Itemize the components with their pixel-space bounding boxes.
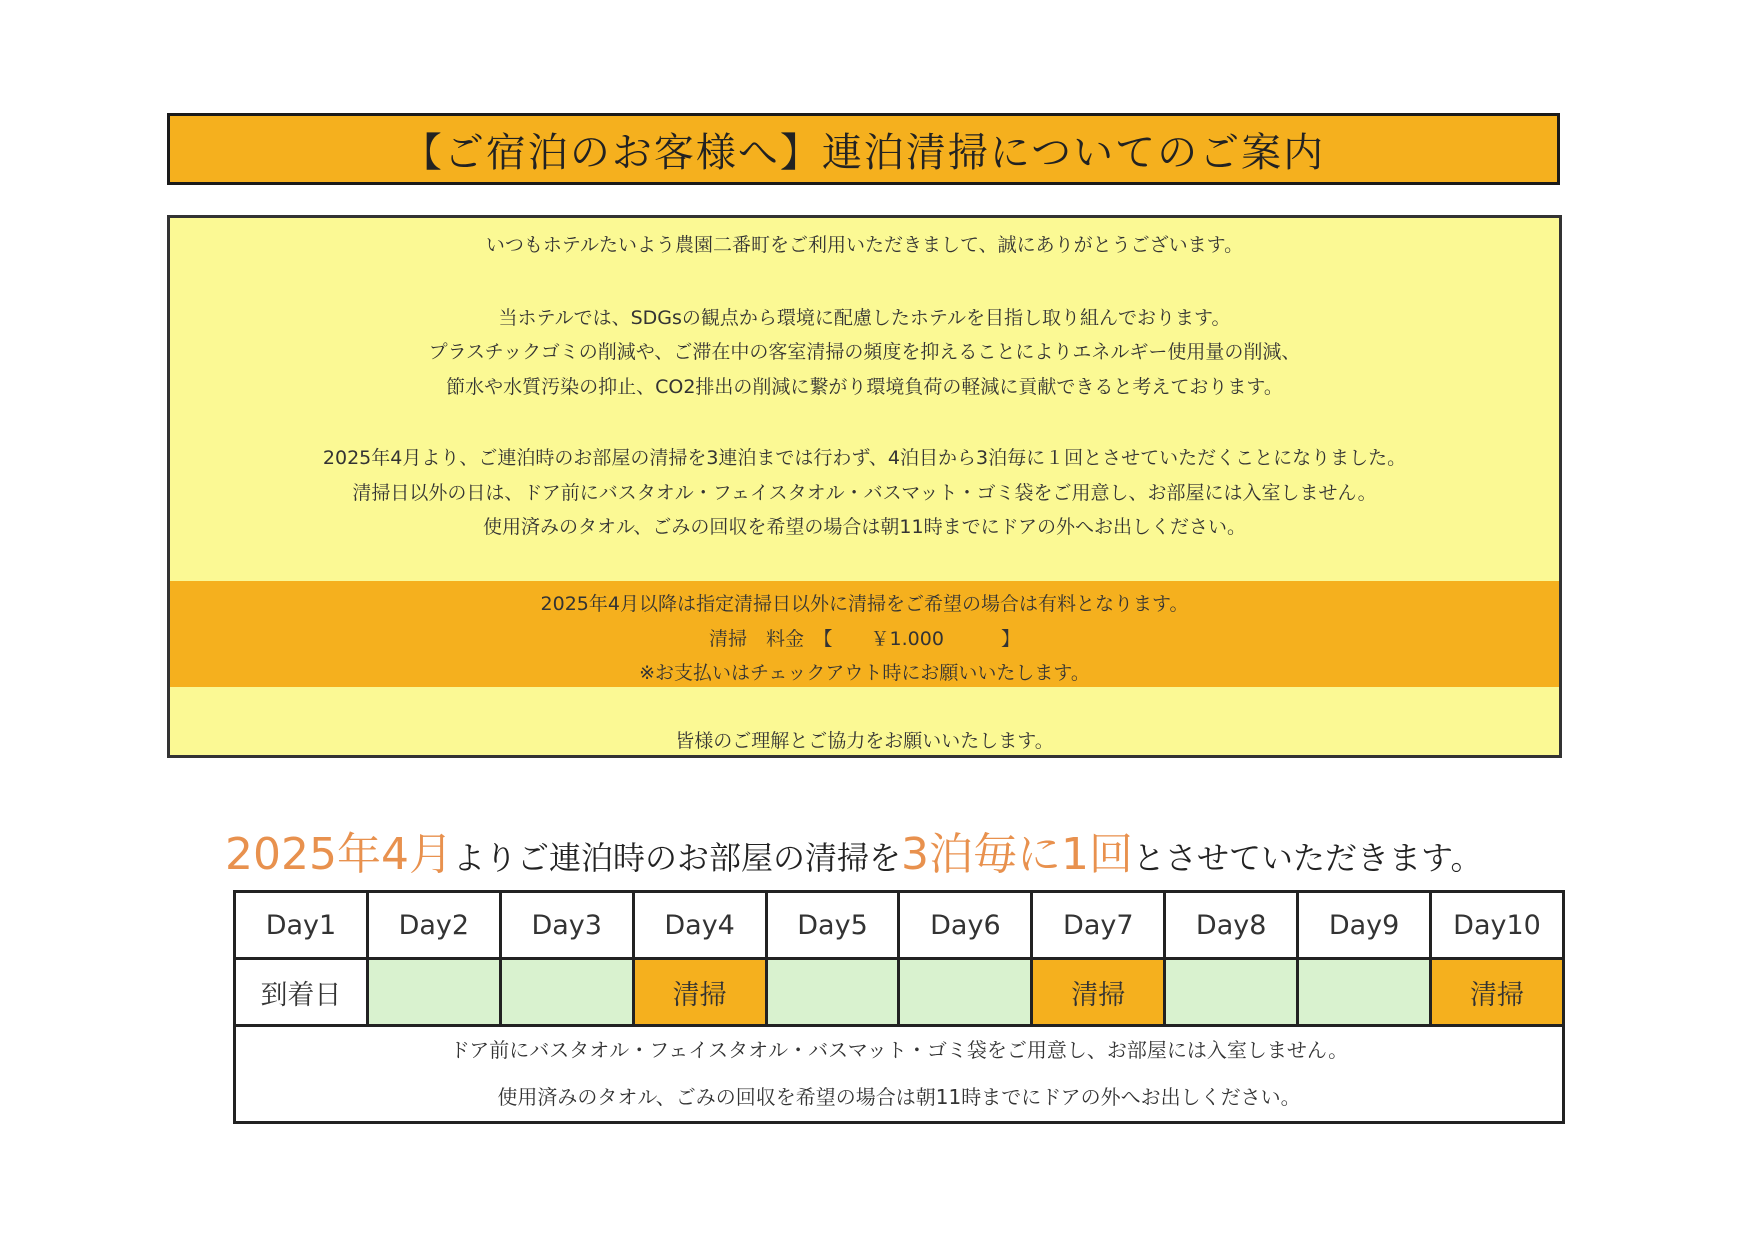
no-cleaning-cell (766, 959, 899, 1026)
heading-text-1: よりご連泊時のお部屋の清掃を (452, 839, 901, 877)
notice-line-greeting: いつもホテルたいよう農園二番町をご利用いただきまして、誠にありがとうございます。 (485, 234, 1244, 256)
no-cleaning-cell (1298, 959, 1431, 1026)
cleaning-cell: 清掃 (633, 959, 766, 1026)
schedule-heading (225, 818, 1625, 882)
footer-line-collection: 使用済みのタオル、ごみの回収を希望の場合は朝11時までにドアの外へお出しください。 (497, 1085, 1301, 1109)
fee-line-payment: ※お支払いはチェックアウト時にお願いいたします。 (639, 662, 1090, 684)
page-title (167, 113, 1560, 185)
cleaning-schedule-table (233, 890, 1565, 1124)
day-cell: Day8 (1165, 892, 1298, 959)
notice-line-environment: 節水や水質汚染の抑止、CO2排出の削減に繋がり環境負荷の軽減に貢献できると考えております。 (446, 376, 1283, 398)
day-cell: Day4 (633, 892, 766, 959)
page-title-text: 【ご宿泊のお客様へ】連泊清掃についてのご案内 (401, 129, 1326, 176)
cleaning-cell: 清掃 (1431, 959, 1564, 1026)
notice-line-towel-collection: 使用済みのタオル、ごみの回収を希望の場合は朝11時までにドアの外へお出しください。 (482, 516, 1247, 538)
day-cell: Day1 (235, 892, 368, 959)
schedule-footer (235, 1026, 1564, 1123)
notice-line-non-cleaning-days: 清掃日以外の日は、ドア前にバスタオル・フェイスタオル・バスマット・ゴミ袋をご用意し、お部屋には入室しません。 (352, 482, 1377, 504)
heading-frequency: 3泊毎に1回 (901, 829, 1133, 880)
footer-line-amenities: ドア前にバスタオル・フェイスタオル・バスマット・ゴミ袋をご用意し、お部屋には入室しません。 (449, 1038, 1349, 1062)
notice-line-sdgs: 当ホテルでは、SDGsの観点から環境に配慮したホテルを目指し取り組んでおります。 (498, 307, 1231, 329)
arrival-cell: 到着日 (235, 959, 368, 1026)
notice-line-policy: 2025年4月より、ご連泊時のお部屋の清掃を3連泊までは行わず、4泊目から3泊毎に１回とさせていただくことになりました。 (322, 447, 1407, 469)
day-cell: Day9 (1298, 892, 1431, 959)
day-cell: Day7 (1032, 892, 1165, 959)
no-cleaning-cell (899, 959, 1032, 1026)
day-cell: Day10 (1431, 892, 1564, 959)
day-cell: Day2 (367, 892, 500, 959)
heading-date: 2025年4月 (225, 829, 453, 880)
schedule-footer-row (235, 1026, 1564, 1123)
fee-band (170, 581, 1559, 687)
heading-text-2: とさせていただきます。 (1133, 839, 1483, 877)
day-cell: Day5 (766, 892, 899, 959)
notice-line-closing: 皆様のご理解とご協力をお願いいたします。 (675, 730, 1054, 752)
day-header-row (235, 892, 1564, 959)
day-cell: Day3 (500, 892, 633, 959)
fee-line-paid: 2025年4月以降は指定清掃日以外に清掃をご希望の場合は有料となります。 (540, 593, 1189, 615)
no-cleaning-cell (1165, 959, 1298, 1026)
no-cleaning-cell (367, 959, 500, 1026)
notice-box (167, 215, 1562, 758)
fee-line-price: 清掃 料金 【 ￥1.000 】 (709, 628, 1020, 650)
no-cleaning-cell (500, 959, 633, 1026)
cleaning-cell: 清掃 (1032, 959, 1165, 1026)
cleaning-plan-row (235, 959, 1564, 1026)
day-cell: Day6 (899, 892, 1032, 959)
notice-line-reduction: プラスチックゴミの削減や、ご滞在中の客室清掃の頻度を抑えることによりエネルギー使用量の削減、 (428, 341, 1301, 363)
